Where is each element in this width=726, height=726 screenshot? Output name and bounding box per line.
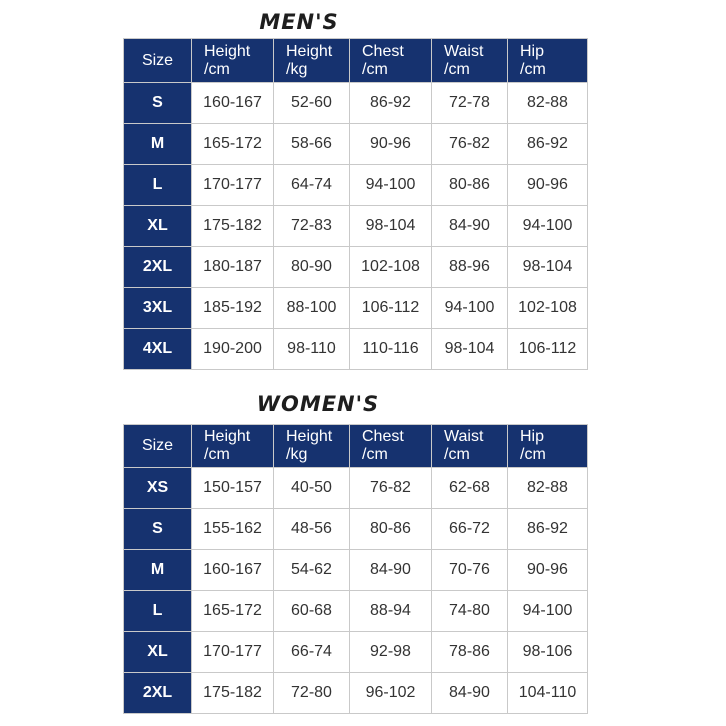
measurement-cell: 94-100: [350, 165, 432, 206]
measurement-cell: 48-56: [274, 509, 350, 550]
column-header: Size: [124, 39, 192, 83]
womens-section-title: WOMEN'S: [256, 392, 380, 416]
measurement-cell: 62-68: [432, 468, 508, 509]
size-label-cell: S: [124, 83, 192, 124]
measurement-cell: 88-100: [274, 288, 350, 329]
measurement-cell: 106-112: [508, 329, 588, 370]
measurement-cell: 92-98: [350, 632, 432, 673]
measurement-cell: 40-50: [274, 468, 350, 509]
measurement-cell: 160-167: [192, 550, 274, 591]
measurement-cell: 175-182: [192, 206, 274, 247]
size-label-cell: L: [124, 591, 192, 632]
measurement-cell: 94-100: [432, 288, 508, 329]
column-header-label: Height /cm: [204, 428, 251, 463]
measurement-cell: 74-80: [432, 591, 508, 632]
column-header: [192, 425, 274, 468]
size-label-cell: M: [124, 124, 192, 165]
measurement-cell: 165-172: [192, 124, 274, 165]
column-header: [274, 425, 350, 468]
measurement-cell: 102-108: [350, 247, 432, 288]
measurement-cell: 80-90: [274, 247, 350, 288]
measurement-cell: 84-90: [432, 673, 508, 714]
size-label-cell: XS: [124, 468, 192, 509]
table-row: [124, 632, 588, 673]
size-label-cell: L: [124, 165, 192, 206]
measurement-cell: 98-104: [508, 247, 588, 288]
measurement-cell: 86-92: [508, 509, 588, 550]
measurement-cell: 80-86: [350, 509, 432, 550]
size-label-cell: 3XL: [124, 288, 192, 329]
column-header-label: Hip /cm: [520, 428, 546, 463]
table-header-row: [124, 425, 588, 468]
column-header: [274, 39, 350, 83]
column-header: Size: [124, 425, 192, 468]
size-label-cell: 2XL: [124, 247, 192, 288]
measurement-cell: 66-74: [274, 632, 350, 673]
measurement-cell: 170-177: [192, 632, 274, 673]
column-header-label: Chest /cm: [362, 428, 404, 463]
measurement-cell: 52-60: [274, 83, 350, 124]
mens-size-table: [123, 38, 588, 370]
table-row: [124, 165, 588, 206]
measurement-cell: 82-88: [508, 468, 588, 509]
table-row: [124, 247, 588, 288]
measurement-cell: 88-96: [432, 247, 508, 288]
measurement-cell: 90-96: [508, 165, 588, 206]
measurement-cell: 58-66: [274, 124, 350, 165]
column-header: [192, 39, 274, 83]
measurement-cell: 102-108: [508, 288, 588, 329]
measurement-cell: 185-192: [192, 288, 274, 329]
column-header: [432, 39, 508, 83]
measurement-cell: 110-116: [350, 329, 432, 370]
column-header-label: Waist /cm: [444, 42, 484, 78]
measurement-cell: 76-82: [350, 468, 432, 509]
column-header: [432, 425, 508, 468]
size-label-cell: S: [124, 509, 192, 550]
table-row: [124, 83, 588, 124]
measurement-cell: 190-200: [192, 329, 274, 370]
table-row: [124, 550, 588, 591]
table-row: [124, 288, 588, 329]
measurement-cell: 90-96: [508, 550, 588, 591]
table-row: [124, 591, 588, 632]
table-row: [124, 206, 588, 247]
table-header-row: [124, 39, 588, 83]
measurement-cell: 98-110: [274, 329, 350, 370]
womens-size-table: [123, 424, 588, 714]
measurement-cell: 98-104: [432, 329, 508, 370]
measurement-cell: 76-82: [432, 124, 508, 165]
table-row: [124, 124, 588, 165]
measurement-cell: 160-167: [192, 83, 274, 124]
size-label-cell: 2XL: [124, 673, 192, 714]
table-row: [124, 468, 588, 509]
size-label-cell: XL: [124, 206, 192, 247]
measurement-cell: 165-172: [192, 591, 274, 632]
column-header-label: Height /kg: [286, 42, 333, 78]
measurement-cell: 86-92: [350, 83, 432, 124]
column-header-label: Height /kg: [286, 428, 333, 463]
measurement-cell: 72-80: [274, 673, 350, 714]
column-header: [508, 39, 588, 83]
measurement-cell: 72-78: [432, 83, 508, 124]
mens-section-title: MEN'S: [259, 10, 339, 34]
measurement-cell: 82-88: [508, 83, 588, 124]
measurement-cell: 150-157: [192, 468, 274, 509]
column-header: [350, 39, 432, 83]
column-header: [508, 425, 588, 468]
column-header-label: Height /cm: [204, 42, 251, 78]
measurement-cell: 98-106: [508, 632, 588, 673]
measurement-cell: 60-68: [274, 591, 350, 632]
size-label-cell: M: [124, 550, 192, 591]
measurement-cell: 180-187: [192, 247, 274, 288]
measurement-cell: 70-76: [432, 550, 508, 591]
column-header-label: Chest /cm: [362, 42, 404, 78]
column-header-label: Waist /cm: [444, 428, 484, 463]
measurement-cell: 88-94: [350, 591, 432, 632]
measurement-cell: 104-110: [508, 673, 588, 714]
measurement-cell: 94-100: [508, 591, 588, 632]
measurement-cell: 72-83: [274, 206, 350, 247]
size-label-cell: XL: [124, 632, 192, 673]
measurement-cell: 175-182: [192, 673, 274, 714]
measurement-cell: 64-74: [274, 165, 350, 206]
measurement-cell: 86-92: [508, 124, 588, 165]
measurement-cell: 170-177: [192, 165, 274, 206]
measurement-cell: 78-86: [432, 632, 508, 673]
measurement-cell: 54-62: [274, 550, 350, 591]
table-row: [124, 509, 588, 550]
measurement-cell: 84-90: [432, 206, 508, 247]
measurement-cell: 80-86: [432, 165, 508, 206]
measurement-cell: 90-96: [350, 124, 432, 165]
column-header: [350, 425, 432, 468]
measurement-cell: 155-162: [192, 509, 274, 550]
measurement-cell: 94-100: [508, 206, 588, 247]
table-row: [124, 673, 588, 714]
measurement-cell: 66-72: [432, 509, 508, 550]
measurement-cell: 98-104: [350, 206, 432, 247]
measurement-cell: 96-102: [350, 673, 432, 714]
measurement-cell: 84-90: [350, 550, 432, 591]
table-row: [124, 329, 588, 370]
size-label-cell: 4XL: [124, 329, 192, 370]
column-header-label: Hip /cm: [520, 42, 546, 78]
measurement-cell: 106-112: [350, 288, 432, 329]
